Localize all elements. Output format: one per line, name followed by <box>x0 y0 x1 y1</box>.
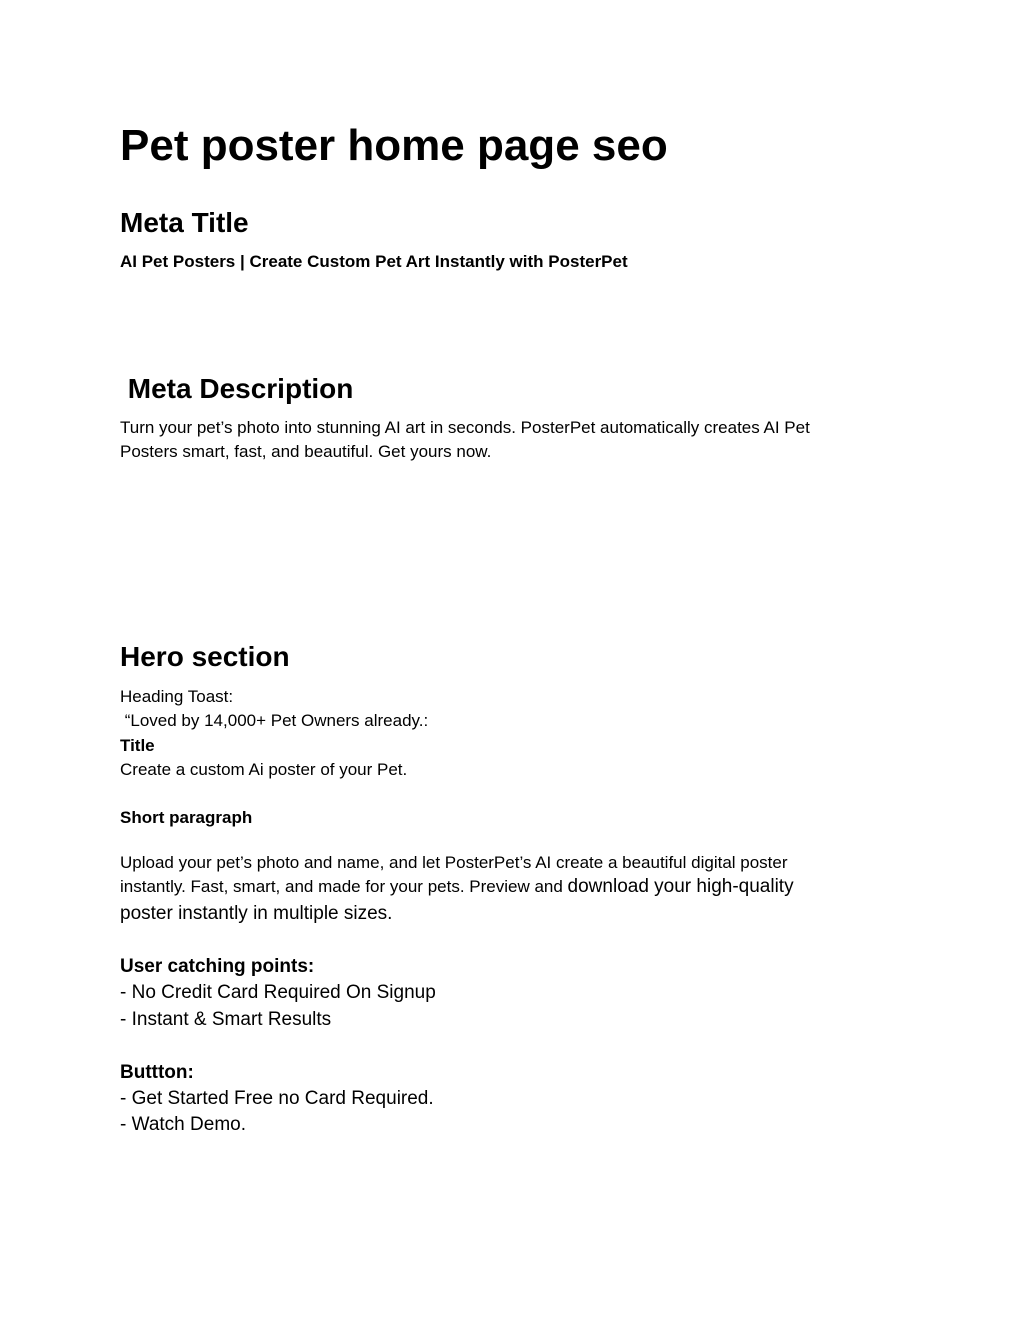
user-catching-point-item: - No Credit Card Required On Signup <box>120 982 436 1003</box>
meta-description-line-2: Posters smart, fast, and beautiful. Get yours now. <box>120 442 492 461</box>
meta-description-heading: Meta Description <box>120 373 354 404</box>
meta-title-text: AI Pet Posters | Create Custom Pet Art Instantly with PosterPet <box>120 252 628 271</box>
user-catching-points-label: User catching points: <box>120 956 315 977</box>
hero-section-heading: Hero section <box>120 641 290 672</box>
button-item: - Watch Demo. <box>120 1114 246 1135</box>
paragraph-line-2 <box>120 875 794 899</box>
paragraph-line-2-small: instantly. Fast, smart, and made for your pets. Preview and <box>120 877 568 896</box>
paragraph-line-1: Upload your pet’s photo and name, and let PosterPet’s AI create a beautiful digital poster <box>120 853 788 872</box>
title-text: Create a custom Ai poster of your Pet. <box>120 760 408 779</box>
meta-title-heading: Meta Title <box>120 207 249 238</box>
heading-toast-label: Heading Toast: <box>120 687 234 706</box>
paragraph-line-2-large: download your high-quality <box>567 876 794 897</box>
button-label: Buttton: <box>120 1062 194 1083</box>
meta-description-line-1: Turn your pet’s photo into stunning AI art in seconds. PosterPet automatically creates AI Pet <box>120 418 810 437</box>
heading-toast-text: “Loved by 14,000+ Pet Owners already.: <box>120 711 429 730</box>
user-catching-point-item: - Instant & Smart Results <box>120 1009 332 1030</box>
short-paragraph-label: Short paragraph <box>120 808 253 827</box>
button-item: - Get Started Free no Card Required. <box>120 1088 434 1109</box>
document-title: Pet poster home page seo <box>120 121 668 170</box>
title-label: Title <box>120 736 155 755</box>
paragraph-line-3: poster instantly in multiple sizes. <box>120 903 393 924</box>
